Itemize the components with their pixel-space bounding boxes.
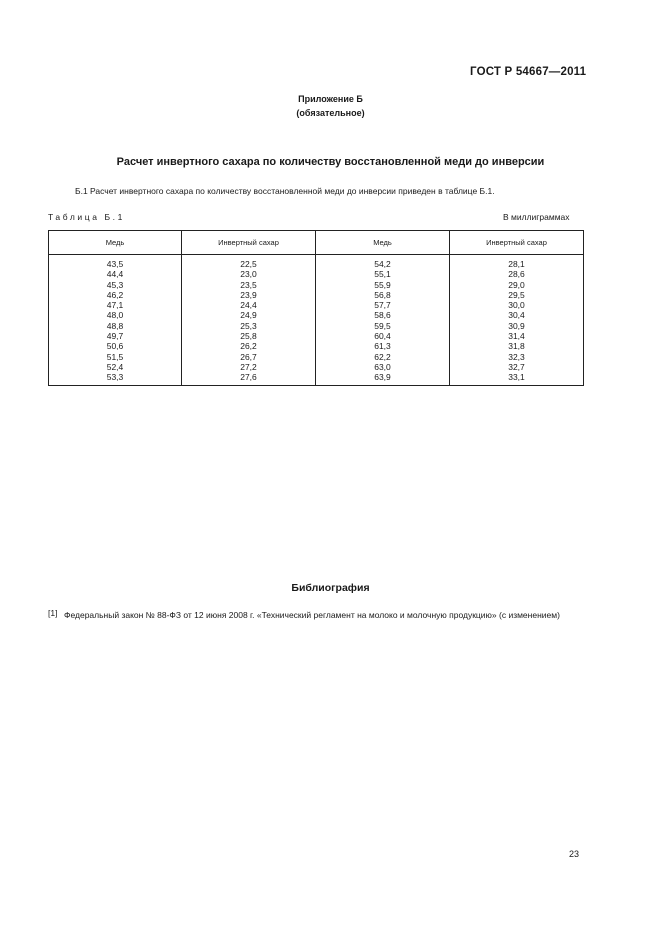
table-cell: 24,9 [182,310,316,320]
table-cell: 51,5 [49,352,182,362]
column-header-invert-sugar: Инвертный сахар [182,231,316,255]
document-standard-number: ГОСТ Р 54667—2011 [470,66,587,78]
table-row [49,341,584,351]
table-row [49,290,584,300]
table-cell: 61,3 [316,341,450,351]
table-cell: 31,8 [450,341,584,351]
table-cell: 56,8 [316,290,450,300]
copper-invert-sugar-table [48,230,584,386]
table-cell: 52,4 [49,362,182,372]
table-cell: 63,9 [316,372,450,385]
section-heading: Расчет инвертного сахара по количеству восстановленной меди до инверсии [116,156,545,168]
table-row [49,362,584,372]
table-cell: 32,3 [450,352,584,362]
table-cell: 49,7 [49,331,182,341]
table-cell: 62,2 [316,352,450,362]
table-cell: 53,3 [49,372,182,385]
table-cell: 46,2 [49,290,182,300]
table-cell: 30,9 [450,321,584,331]
table-cell: 23,5 [182,280,316,290]
table-cell: 43,5 [49,259,182,269]
table-header-row [49,231,584,255]
table-cell: 31,4 [450,331,584,341]
table-cell: 48,0 [49,310,182,320]
annex-title: Приложение Б [298,94,363,104]
table-cell: 48,8 [49,321,182,331]
table-cell: 32,7 [450,362,584,372]
column-header-copper: Медь [316,231,450,255]
table-cell: 28,6 [450,269,584,279]
table-row [49,269,584,279]
table-cell: 50,6 [49,341,182,351]
table-row [49,259,584,269]
table-cell: 57,7 [316,300,450,310]
table-cell: 54,2 [316,259,450,269]
table-row [49,280,584,290]
table-cell: 60,4 [316,331,450,341]
table-cell: 27,6 [182,372,316,385]
table-cell: 29,0 [450,280,584,290]
column-header-copper: Медь [49,231,182,255]
table-row [49,321,584,331]
table-row [49,331,584,341]
table-cell: 58,6 [316,310,450,320]
table-cell: 30,4 [450,310,584,320]
table-cell: 55,9 [316,280,450,290]
table-cell: 47,1 [49,300,182,310]
table-cell: 59,5 [316,321,450,331]
annex-status: (обязательное) [296,108,365,118]
section-paragraph: Б.1 Расчет инвертного сахара по количеству восстановленной меди до инверсии приведен в таблице Б.1. [75,186,495,196]
table-row [49,372,584,385]
table-label: Таблица Б.1 [48,212,125,222]
table-cell: 30,0 [450,300,584,310]
table-row [49,352,584,362]
table-cell: 45,3 [49,280,182,290]
page-number: 23 [569,849,580,859]
bibliography-item-text: Федеральный закон № 88-ФЗ от 12 июня 2008 г. «Технический регламент на молоко и молочную продукцию» (с изменением) [64,610,560,620]
bibliography-item-number: [1] [48,608,58,618]
column-header-invert-sugar: Инвертный сахар [450,231,584,255]
table-cell: 55,1 [316,269,450,279]
table-cell: 33,1 [450,372,584,385]
table-cell: 25,8 [182,331,316,341]
table-unit: В миллиграммах [503,212,570,222]
table-row [49,300,584,310]
table-cell: 26,7 [182,352,316,362]
table-cell: 23,9 [182,290,316,300]
table-cell: 25,3 [182,321,316,331]
table-cell: 23,0 [182,269,316,279]
table-row [49,310,584,320]
table-cell: 27,2 [182,362,316,372]
bibliography-title: Библиография [291,582,370,594]
table-cell: 24,4 [182,300,316,310]
table-cell: 26,2 [182,341,316,351]
table-cell: 63,0 [316,362,450,372]
table-cell: 28,1 [450,259,584,269]
table-cell: 22,5 [182,259,316,269]
table-cell: 29,5 [450,290,584,300]
table-cell: 44,4 [49,269,182,279]
